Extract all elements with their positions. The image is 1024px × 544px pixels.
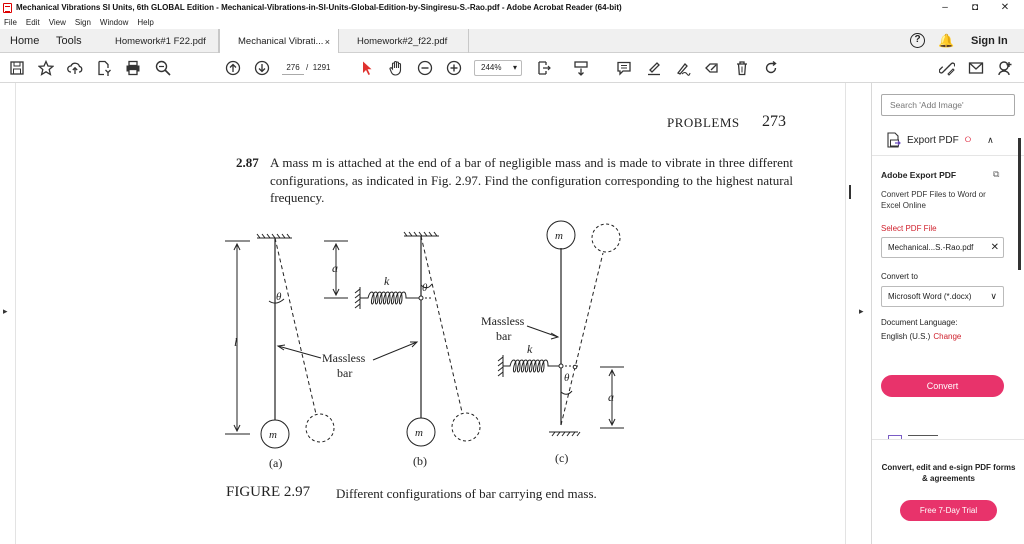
- chevron-up-icon[interactable]: ∧: [987, 134, 994, 145]
- page-total: 1291: [312, 63, 331, 72]
- label-bar: bar: [337, 366, 353, 380]
- close-window-button[interactable]: ✕: [1000, 2, 1010, 13]
- leader-line: [278, 346, 321, 358]
- section-description: Convert PDF Files to Word or Excel Online: [881, 190, 986, 210]
- label-theta-b: θ: [422, 282, 428, 294]
- displaced-mass-c: [592, 224, 620, 252]
- menu-window[interactable]: Window: [99, 17, 129, 27]
- tab-home[interactable]: Home: [10, 35, 40, 47]
- leader-line: [527, 326, 558, 337]
- format-value: Microsoft Word (*.docx): [888, 292, 972, 301]
- page-number: 273: [762, 113, 786, 130]
- spring-c: [503, 360, 561, 372]
- label-theta-c: θ: [564, 372, 570, 384]
- format-select[interactable]: [881, 286, 1004, 307]
- displaced-bar-c: [561, 253, 603, 425]
- tool-label-partial: [908, 435, 938, 436]
- label-m-b: m: [415, 427, 423, 439]
- export-pdf-header[interactable]: [887, 132, 994, 148]
- sign-in-button[interactable]: Sign In: [971, 35, 1008, 47]
- page-number-input[interactable]: 276: [282, 61, 304, 75]
- figure-caption: Different configurations of bar carrying end mass.: [336, 486, 597, 501]
- displaced-bar-a: [275, 238, 316, 414]
- spring-b: [360, 292, 421, 304]
- close-tab-icon[interactable]: ×: [324, 36, 330, 47]
- pin-c: [559, 364, 563, 368]
- file-name: Mechanical...S.-Rao.pdf: [888, 243, 974, 252]
- label-k-c: k: [527, 342, 533, 356]
- label-massless: Massless: [322, 351, 366, 365]
- language-label: Document Language:: [881, 318, 958, 327]
- chevron-down-icon: ∨: [990, 291, 997, 301]
- selected-file-field[interactable]: [881, 237, 1004, 258]
- notification-bell-icon[interactable]: 🔔: [938, 33, 955, 48]
- label-m-a: m: [269, 429, 277, 441]
- problem-number: 2.87: [236, 155, 259, 170]
- free-trial-button[interactable]: Free 7-Day Trial: [900, 500, 997, 521]
- window-title: Mechanical Vibrations SI Units, 6th GLOBAL Edition - Mechanical-Vibrations-in-SI-Units-Global-Edition-by-Singiresu-S.-Rao.pdf - Adobe Acrobat Reader (64-bit): [16, 3, 622, 12]
- zoom-level-select[interactable]: 244% ▾: [474, 60, 522, 76]
- label-k-b: k: [384, 274, 390, 288]
- displaced-mass-a: [306, 414, 334, 442]
- label-sub-a: (a): [269, 456, 283, 470]
- menu-edit[interactable]: Edit: [25, 17, 40, 27]
- restore-button[interactable]: ◘: [971, 2, 979, 13]
- language-value-row: [881, 332, 961, 341]
- displaced-bar-b: [421, 236, 462, 412]
- label-a-b: a: [332, 261, 338, 275]
- convert-button[interactable]: Convert: [881, 375, 1004, 397]
- menu-view[interactable]: View: [48, 17, 66, 27]
- tools-search-input[interactable]: Search 'Add Image': [881, 94, 1015, 116]
- wall-hatch: [498, 357, 503, 376]
- problem-text: A mass m is attached at the end of a bar of negligible mass and is made to vibrate in three different configurations, as indicated in Fig. 2.97. Find the configuration corresponding to the highest natural frequency.: [270, 155, 793, 205]
- label-l: l: [234, 335, 238, 349]
- figure-label: FIGURE 2.97: [226, 484, 311, 500]
- export-pdf-title: Export PDF: [907, 134, 959, 146]
- label-massless-c: Massless: [481, 314, 525, 328]
- label-bar-c: bar: [496, 329, 512, 343]
- convert-to-label: Convert to: [881, 272, 918, 281]
- tab-label: Mechanical Vibrati...: [238, 36, 324, 47]
- menu-help[interactable]: Help: [137, 17, 154, 27]
- label-a-c: a: [608, 390, 614, 404]
- page-header-title: PROBLEMS: [667, 115, 740, 130]
- hatch-marks: [404, 232, 437, 236]
- pin-b: [419, 296, 423, 300]
- status-dot-icon: ⭘: [964, 135, 972, 144]
- select-file-label: Select PDF File: [881, 224, 937, 233]
- menu-file[interactable]: File: [4, 17, 17, 27]
- theta-arc-c: [561, 391, 572, 394]
- label-theta-a: θ: [276, 291, 282, 303]
- hatch-marks: [552, 432, 580, 436]
- promo-section: [872, 439, 1024, 544]
- section-title: Adobe Export PDF: [881, 170, 957, 180]
- hatch-marks: [257, 234, 290, 238]
- right-tools-panel: [871, 83, 1024, 544]
- tab-label: Homework#1 F22.pdf: [115, 35, 206, 47]
- remove-file-icon[interactable]: ✕: [990, 242, 999, 253]
- displaced-mass-b: [452, 413, 480, 441]
- label-sub-b: (b): [413, 454, 427, 468]
- tab-label: Homework#2_f22.pdf: [357, 35, 448, 47]
- menu-sign[interactable]: Sign: [74, 17, 91, 27]
- divider: [872, 155, 1024, 156]
- language-value: English (U.S.): [881, 332, 931, 341]
- promo-text: Convert, edit and e-sign PDF forms & agreements: [881, 463, 1016, 483]
- label-sub-c: (c): [555, 451, 569, 465]
- copy-icon[interactable]: ⧉: [993, 169, 1000, 179]
- collapse-right-panel-icon[interactable]: ▸: [859, 306, 864, 316]
- wall-hatch: [355, 289, 360, 308]
- help-icon[interactable]: ?: [910, 33, 925, 48]
- change-language-link[interactable]: Change: [933, 332, 962, 341]
- minimize-button[interactable]: –: [942, 2, 948, 13]
- tab-tools[interactable]: Tools: [56, 35, 82, 47]
- expand-left-panel-icon[interactable]: ▸: [3, 306, 8, 316]
- page-separator: /: [306, 63, 309, 72]
- panel-scrollbar[interactable]: [1018, 138, 1021, 270]
- label-m-c: m: [555, 230, 563, 242]
- export-pdf-icon: [887, 132, 901, 148]
- leader-line: [373, 342, 417, 360]
